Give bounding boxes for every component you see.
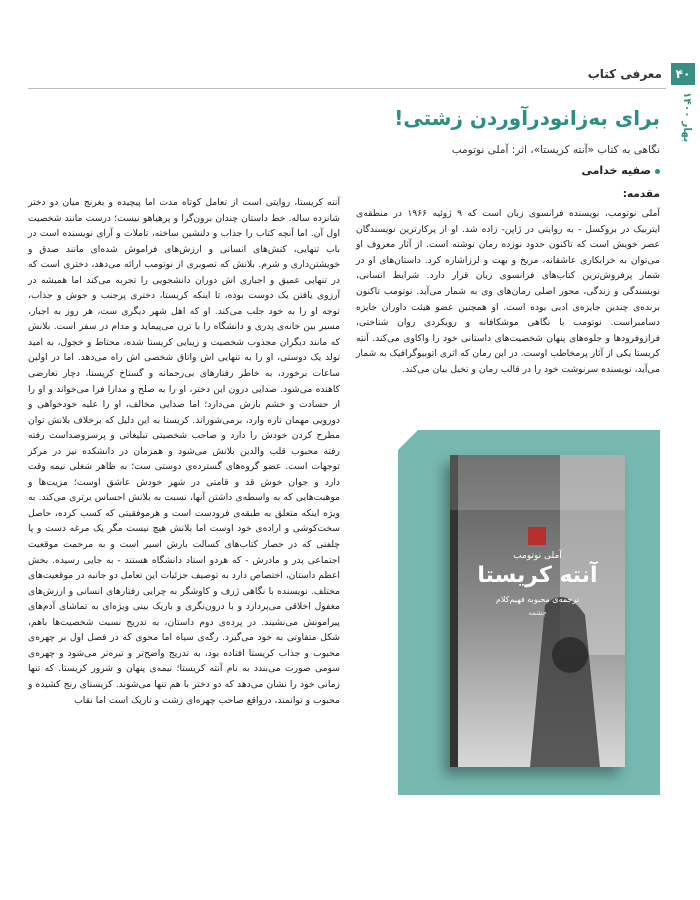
article-title: برای به‌زانودرآوردن زشتی! [394,106,660,130]
book-publisher: چشمه [528,609,547,617]
book-title: آنته کریستا [477,563,598,588]
book-cover [450,455,625,767]
page-number: ۴۰ [671,63,695,85]
panel-corner [398,430,418,450]
bullet-icon [655,169,660,174]
article-subtitle: نگاهی به کتاب «آنته کریستا»، اثر: آملی نوتومب [451,144,660,156]
issue-label: بهار ۱۴۰۰ [681,92,693,143]
author-name: صفیه خدامی [581,164,651,177]
article-author [470,164,660,182]
body-column: آنته کریستا، روایتی است از تعامل کوتاه مدت اما پیچیده و بغرنج میان دو دختر شانزده ساله. خط داستان چندان برون‌گرا و پرهیاهو نیست؛ درست مانند شخصیت اول آن. اما آنچه کتاب را جذاب و دلنشین ساخته، تاملات و آرای نویسنده است در باب تنهایی، کنش‌های انسانی و ارزش‌های فراموش شده‌ای مانند صدق و خویشتن‌داری و شرم. بلانش که تصویری از نوتومب ارائه می‌دهد، دختری است که در تنهایی عمیق و اجباری اش دوران دانشجویی را تجربه می‌کند اما همیشه در آرزوی یافتن یک دوست بوده، تا اینکه کریستا، دختری پرجنب و جوش و جذاب، توجه او را به خود جلب می‌کند. او که اهل شهر دیگری ست، هر روز به اجبار، مسیر بین خانه‌ی پدری و دانشگاه را با ترن می‌پیماید و مدام در سفر است. بلانش که مانند دیگران مجذوب شخصیت و زیبایی کریستا شده، محتاط و خجول، به امید تولد یک دوستی، او را به تنهایی اش واتاق شخصی اش راه می‌دهد. اما در اولین ساعات برخورد، به خاطر رفتارهای بی‌رحمانه و گستاخ کریستا، دچار تعارضی کاهنده می‌شود. صدایی درون این دختر، او را به صلح و مدارا فرا می‌خواند و او را از حسادت و خشم بازش می‌دارد؛ اما صدایی مخالف، او را علیه خودخواهی و دورویی مهمان تازه وارد، برمی‌شوراند. کریستا به این دلیل که برخلاف بلانش توان مطرح کردن خودش را دارد و صاحب شخصیتی تبلیغاتی و پرسروصداست رفته رفته محبوب قلب والدین بلانش می‌شود و همزمان در دانشکده نیز در مرکز توجهات است. عضو گروه‌های گسترده‌ی دوستی ست؛ به ظاهر شغلی نیمه وقت دارد و جوان خوش قد و قامتی در شهر خودش عاشق اوست؛ مزیت‌ها و موهبت‌هایی که به واسطه‌ی داشتن آنها، نسبت به بلانش احساس برتری می‌کند. به ویژه اینکه متعلق به طبقه‌ی فرودست است و هرموفقیتی که کسب کرده، حاصل سخت‌کوشی و اراده‌ی خود اوست اما بلانش هیچ نیست مگر یک مرغه دست و پا چلفتی که در حصار کتاب‌های کسالت بارش اسیر است و به مرحمت موقعیت اجتماعی پدر و مادرش - که هردو استاد دانشگاه هستند - به جایی رسیده. بخش اعظم داستان، اختصاص دارد به توصیف جزئیات این تعامل دو جانبه در موقعیت‌های مختلف. نویسنده با نگاهی ژرف و کاوشگر به چرایی رفتارهای انسانی و ارزش‌های مغفول اخلاقی می‌پردازد و با درون‌نگری و باریک بینی ویژه‌ای به تماشای آدم‌های پیرامونش می‌نشیند. در پرده‌ی دوم داستان، به تدریج نسبت شخصیت‌ها باهم، شکل متفاوتی به خود می‌گیرد. رگه‌ی سیاه اما محوی که در فصل اول بر چهره‌ی محبوب و جذاب کریستا افتاده بود، به تدریج واضح‌تر و تیره‌تر می‌شود و چهره‌ی سومی صورت می‌بندد به نام آنته کریستا؛ نیمه‌ی پنهان و شرور کریستا. که تنها زمانی خود را نشان می‌دهد که دو دختر با هم تنها می‌شوند. کریستای رنج کشیده و محبوب و توانمند، درواقع صاحب چهره‌ای زشت و تاریک است اما نقاب [28,197,340,706]
intro-heading: مقدمه: [622,188,660,200]
book-translator: ترجمه‌ی محبوبه فهیم‌کلام [495,595,580,604]
header-divider [28,88,666,89]
book-author: آملی نوتومب [513,551,562,561]
section-title: معرفی کتاب [587,67,662,81]
intro-paragraph: آملی نوتومب، نویسنده فرانسوی زبان است که ۹ ژوئیه ۱۹۶۶ در منطقه‌ی ایتربیک در بروکسل - به روایتی در ژاپن- زاده شد. او از پرکارترین نویسندگان عصر خویش است که تاکنون حدود نوزده رمان نوشته است. از آثار معروف او می‌توان به خرابکاری عاشقانه، مریخ و بهت و لرزاشاره کرد. داستان‌های او در شمار پرفروش‌ترین کتاب‌های فرانسوی زبان قرار دارد. شرایط انسانی، نویسندگی و زندگی، محور اصلی رمان‌های وی به شمار می‌آید. نوتومب تاکنون برنده‌ی چندین جایزه‌ی ادبی بوده است. او همچنین عضو هیئت داوران جایزه دسامبراست. نوتومب با نگاهی موشکافانه و رویکردی روان شناختی، فرازوفرودها و جلوه‌های پنهان شخصیت‌های داستانی خود را واکاوی می‌کند. آنته کریستا یکی از آثار پرمخاطب اوست. در این رمان که اثری اتوبیوگرافیک به شمار می‌آید، نویسنده سرنوشت خود را در قالب رمان و تخیل بیان می‌کند. [356,208,660,375]
publisher-logo-icon [528,527,546,545]
